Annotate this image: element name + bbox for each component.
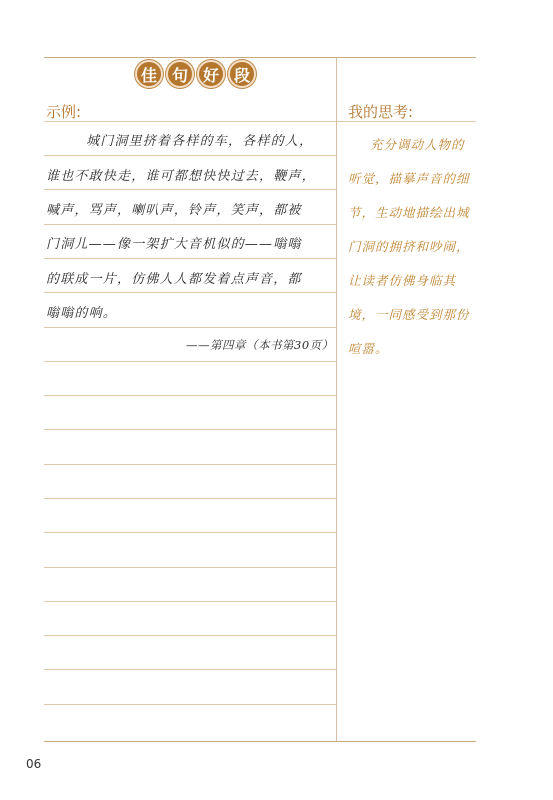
example-line: 谁也不敢快走，谁可都想快快过去，鞭声， bbox=[46, 169, 316, 184]
thinking-line: 境，一同感受到那份 bbox=[348, 307, 470, 322]
example-line: 城门洞里挤着各样的车，各样的人， bbox=[86, 134, 314, 149]
ruled-line bbox=[44, 567, 336, 568]
column-divider bbox=[336, 57, 337, 742]
ruled-line bbox=[44, 532, 336, 533]
example-source: ——第四章（本书第30页） bbox=[186, 338, 334, 352]
page-number: 06 bbox=[26, 757, 42, 771]
heading-rule-left bbox=[44, 121, 336, 122]
ruled-line bbox=[44, 669, 336, 670]
thinking-line: 让读者仿佛身临其 bbox=[348, 273, 457, 288]
ruled-line bbox=[44, 189, 336, 190]
thinking-line: 门洞的拥挤和吵闹， bbox=[348, 239, 470, 254]
title-char: 段 bbox=[228, 60, 256, 88]
title-char: 佳 bbox=[135, 60, 163, 88]
title-char: 好 bbox=[197, 60, 225, 88]
ruled-line bbox=[44, 155, 336, 156]
ruled-line bbox=[44, 635, 336, 636]
thinking-line: 充分调动人物的 bbox=[370, 137, 465, 152]
example-heading: 示例: bbox=[46, 103, 82, 121]
example-line: 的联成一片，仿佛人人都发着点声音，都 bbox=[46, 272, 302, 287]
ruled-line bbox=[44, 258, 336, 259]
thinking-heading: 我的思考: bbox=[348, 103, 414, 121]
thinking-line: 节，生动地描绘出城 bbox=[348, 205, 470, 220]
ruled-line bbox=[44, 224, 336, 225]
page-bottom-rule bbox=[44, 741, 476, 742]
ruled-line bbox=[44, 292, 336, 293]
title-char: 句 bbox=[166, 60, 194, 88]
example-line: 门洞儿——像一架扩大音机似的——嗡嗡 bbox=[46, 237, 302, 252]
ruled-line bbox=[44, 327, 336, 328]
page-top-rule bbox=[44, 57, 476, 58]
heading-rule-right bbox=[337, 121, 476, 122]
ruled-line bbox=[44, 361, 336, 362]
ruled-line bbox=[44, 395, 336, 396]
thinking-line: 喧嚣。 bbox=[348, 341, 389, 356]
ruled-line bbox=[44, 464, 336, 465]
ruled-line bbox=[44, 704, 336, 705]
thinking-line: 听觉，描摹声音的细 bbox=[348, 171, 470, 186]
example-line: 喊声，骂声，喇叭声，铃声，笑声，都被 bbox=[46, 203, 302, 218]
section-title bbox=[135, 60, 256, 90]
example-line: 嗡嗡的响。 bbox=[46, 306, 118, 321]
ruled-line bbox=[44, 429, 336, 430]
ruled-line bbox=[44, 601, 336, 602]
ruled-line bbox=[44, 498, 336, 499]
